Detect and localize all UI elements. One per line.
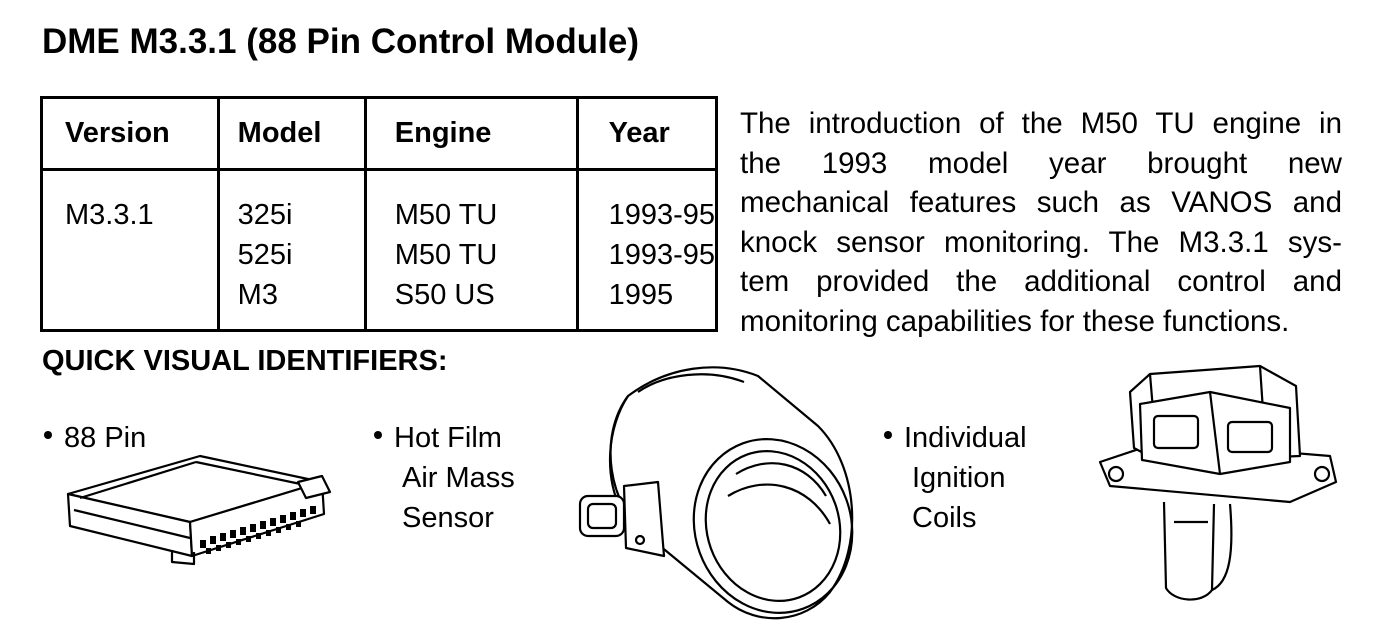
cell-models: [218, 170, 365, 331]
model-value: M3: [237, 279, 278, 311]
page-title: DME M3.3.1 (88 Pin Control Module): [42, 22, 639, 61]
identifier-label: Ignition: [912, 462, 1006, 494]
cell-years: [577, 170, 716, 331]
engine-value: M50 TU: [394, 199, 498, 231]
control-module-drawing-icon: [60, 452, 340, 568]
table-row: [42, 170, 717, 331]
year-value: 1995: [608, 279, 674, 311]
dme-version-table: [40, 96, 718, 332]
cell-engines: [365, 170, 577, 331]
description-line: tem provided the additional control and: [740, 265, 1342, 298]
identifier-label: 88 Pin: [64, 422, 147, 454]
description-line: the 1993 model year brought new: [740, 146, 1342, 180]
air-mass-sensor-drawing-icon: [568, 356, 868, 626]
bullet-icon: [44, 431, 52, 439]
table-header-row: [42, 98, 717, 170]
identifier-label: Individual: [904, 422, 1027, 454]
identifier-label: Coils: [912, 502, 977, 534]
identifier-ignition-coils: [884, 418, 1027, 538]
header-version: Version: [42, 98, 219, 170]
version-value: M3.3.1: [65, 199, 154, 231]
header-model: Model: [218, 98, 365, 170]
identifier-label: Air Mass: [402, 462, 515, 494]
model-value: 325i: [237, 199, 293, 231]
header-engine: Engine: [365, 98, 577, 170]
description-paragraph: [740, 104, 1342, 341]
description-line: mechanical features such as VANOS and: [740, 186, 1342, 219]
bullet-icon: [884, 431, 892, 439]
engine-value: S50 US: [394, 279, 495, 311]
description-line: knock sensor monitoring. The M3.3.1 sys-: [740, 225, 1342, 259]
identifier-label: Sensor: [402, 502, 494, 534]
description-line: monitoring capabilities for these functions.: [740, 304, 1290, 338]
identifiers-heading: QUICK VISUAL IDENTIFIERS:: [42, 345, 448, 377]
year-value: 1993-95: [608, 239, 715, 271]
identifier-air-mass-sensor: [374, 418, 515, 538]
identifier-label: Hot Film: [394, 422, 502, 454]
description-line: The introduction of the M50 TU engine in: [740, 107, 1342, 140]
model-value: 525i: [237, 239, 293, 271]
bullet-icon: [374, 431, 382, 439]
year-value: 1993-95: [608, 199, 715, 231]
cell-version: [42, 170, 219, 331]
ignition-coil-drawing-icon: [1090, 352, 1346, 606]
header-year: Year: [577, 98, 716, 170]
engine-value: M50 TU: [394, 239, 498, 271]
